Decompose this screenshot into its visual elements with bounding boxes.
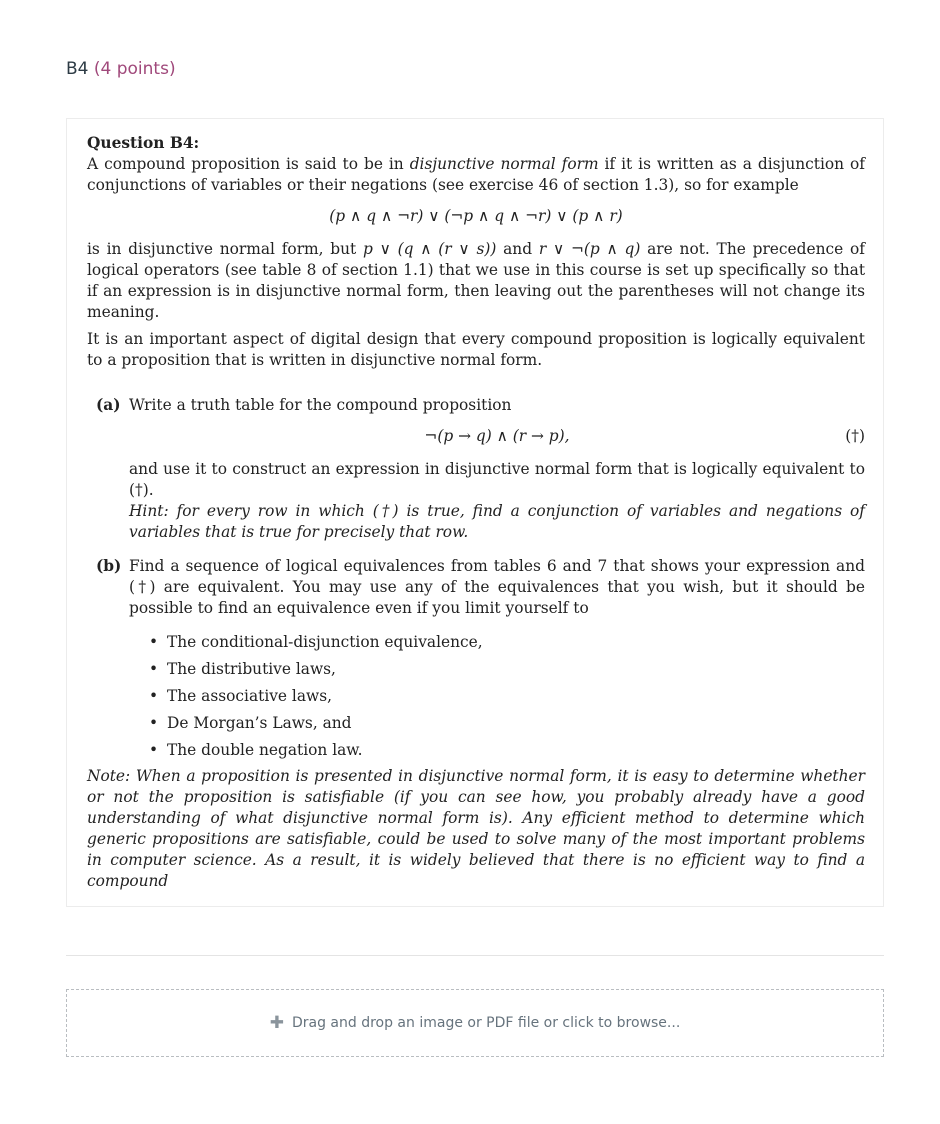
counterexample-paragraph: is in disjunctive normal form, but p ∨ (q ∧ (r ∨ s)) and r ∨ ¬(p ∧ q) are not. The precedence of logical operators (see table 8 of section 1.1) that we use in this course is set up specifically so that if an expression is in disjunctive normal form, then leaving out the parentheses will not change its meaning. — [87, 240, 865, 321]
list-item: • The conditional-disjunction equivalence, — [149, 633, 483, 651]
part-b — [87, 556, 865, 766]
counterexample-1: p ∨ (q ∧ (r ∨ s)) — [363, 240, 497, 258]
list-item: • The associative laws, — [149, 687, 332, 705]
file-dropzone[interactable] — [66, 989, 884, 1057]
question-number: B4 — [66, 59, 89, 79]
divider — [66, 955, 884, 956]
plus-icon: ✚ — [269, 1013, 284, 1033]
counterexample-2: r ∨ ¬(p ∧ q) — [538, 240, 641, 258]
part-a-hint: Hint: for every row in which (†) is true, find a conjunction of variables and negations of variables that is true for precisely that row. — [129, 502, 865, 541]
list-item: • De Morgan’s Laws, and — [149, 714, 352, 732]
list-item: • The double negation law. — [149, 741, 363, 759]
question-note: Note: When a proposition is presented in disjunctive normal form, it is easy to determine whether or not the proposition is satisfiable (if you can see how, you probably already have a good understanding of what disjunctive normal form is). Any efficient method to determine which generic propositions are satisfiable, could be used to solve many of the most important problems in computer science. As a result, it is widely believed that there is no efficient way to find a compound — [87, 767, 865, 890]
question-header — [66, 59, 176, 79]
question-points: (4 points) — [93, 59, 176, 79]
question-document — [87, 133, 865, 892]
part-a-formula-row — [129, 426, 865, 447]
part-a-after: and use it to construct an expression in disjunctive normal form that is logically equivalent to (†). — [129, 460, 865, 499]
part-a — [87, 395, 865, 543]
question-title: Question B4: — [87, 134, 200, 152]
part-a-text: Write a truth table for the compound proposition — [129, 396, 512, 414]
equivalence-list — [129, 631, 865, 766]
intro-paragraph: A compound proposition is said to be in disjunctive normal form if it is written as a disjunction of conjunctions of variables or their negations (see exercise 46 of section 1.3), so for example — [87, 155, 865, 194]
question-card — [66, 118, 884, 907]
design-paragraph: It is an important aspect of digital design that every compound proposition is logically equivalent to a proposition that is written in disjunctive normal form. — [87, 330, 865, 369]
part-b-text: Find a sequence of logical equivalences from tables 6 and 7 that shows your expression and (†) are equivalent. You may use any of the equivalences that you wish, but it should be possible to find an equivalence even if you limit yourself to — [129, 557, 865, 617]
part-b-label: (b) — [96, 557, 122, 575]
part-a-formula-tag: (†) — [845, 427, 865, 445]
list-item: • The distributive laws, — [149, 660, 336, 678]
part-a-formula: ¬(p → q) ∧ (r → p), — [424, 427, 570, 445]
dnf-term: disjunctive normal form — [409, 155, 599, 173]
example-formula: (p ∧ q ∧ ¬r) ∨ (¬p ∧ q ∧ ¬r) ∨ (p ∧ r) — [329, 207, 623, 225]
dropzone-label: Drag and drop an image or PDF file or click to browse... — [291, 1015, 681, 1031]
question-parts — [87, 395, 865, 766]
part-a-label: (a) — [96, 396, 121, 414]
